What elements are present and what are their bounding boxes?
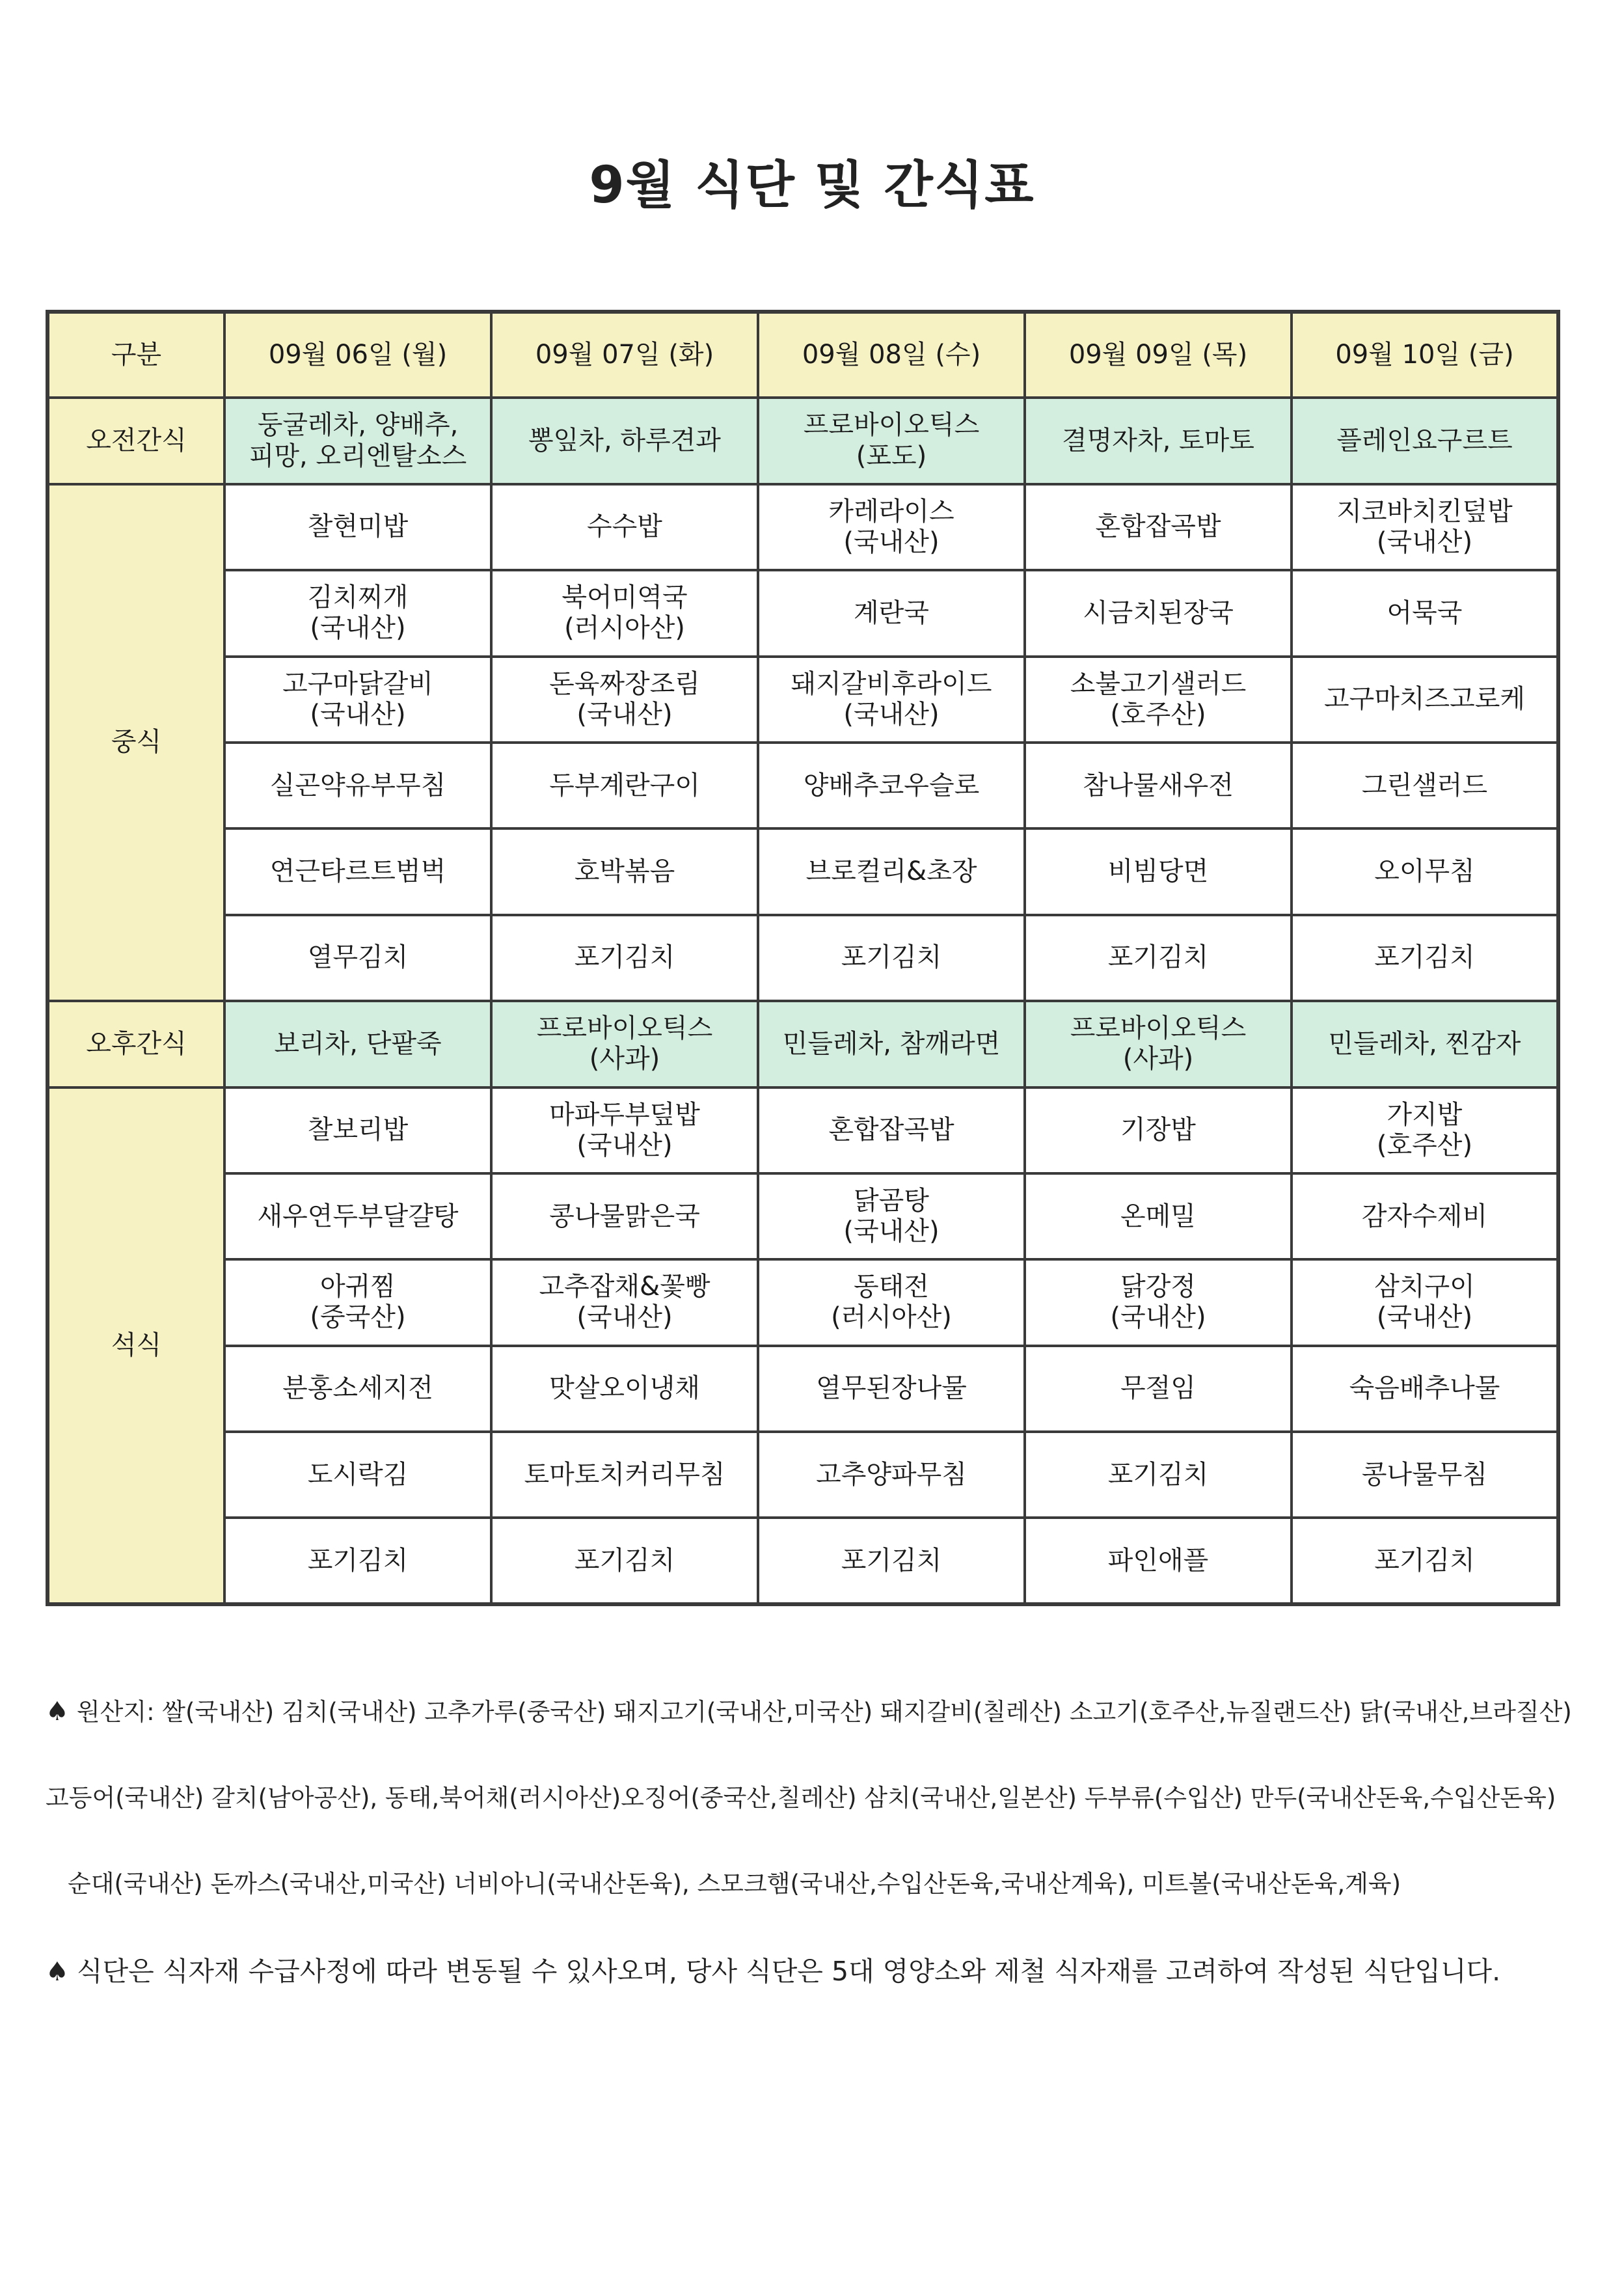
menu-cell: 북어미역국 (러시아산) (491, 570, 758, 656)
snack-cell: 민들레차, 찐감자 (1292, 1001, 1558, 1087)
lunch-row (47, 657, 1558, 743)
menu-cell: 지코바치킨덮밥 (국내산) (1292, 484, 1558, 570)
menu-cell: 돈육짜장조림 (국내산) (491, 657, 758, 743)
origin-text: 순대(국내산) 돈까스(국내산,미국산) 너비아니(국내산돈육), 스모크햄(국내산,수입산돈육,국내산계육), 미트볼(국내산돈육,계육) (68, 1870, 1401, 1898)
origin-note-line-2 (46, 1778, 1578, 1813)
menu-cell: 감자수제비 (1292, 1173, 1558, 1259)
lunch-row (47, 570, 1558, 656)
menu-cell: 기장밥 (1025, 1087, 1292, 1173)
day-header-cell: 09월 10일 (금) (1292, 312, 1558, 398)
day-header-cell: 09월 08일 (수) (758, 312, 1025, 398)
morning-snack-label: 오전간식 (47, 398, 224, 484)
menu-cell: 비빔당면 (1025, 828, 1292, 914)
menu-cell: 파인애플 (1025, 1518, 1292, 1604)
dinner-row (47, 1518, 1558, 1604)
snack-cell: 결명자차, 토마토 (1025, 398, 1292, 484)
menu-cell: 수수밥 (491, 484, 758, 570)
menu-cell: 호박볶음 (491, 828, 758, 914)
menu-cell: 혼합잡곡밥 (758, 1087, 1025, 1173)
menu-cell: 찰보리밥 (224, 1087, 491, 1173)
menu-cell: 돼지갈비후라이드 (국내산) (758, 657, 1025, 743)
menu-cell: 어묵국 (1292, 570, 1558, 656)
menu-cell: 아귀찜 (중국산) (224, 1259, 491, 1345)
afternoon-snack-label: 오후간식 (47, 1001, 224, 1087)
menu-cell: 콩나물맑은국 (491, 1173, 758, 1259)
morning-snack-row (47, 398, 1558, 484)
menu-cell: 두부계란구이 (491, 743, 758, 828)
menu-cell: 가지밥 (호주산) (1292, 1087, 1558, 1173)
menu-cell: 포기김치 (1025, 1432, 1292, 1518)
menu-cell: 그린샐러드 (1292, 743, 1558, 828)
menu-cell: 시금치된장국 (1025, 570, 1292, 656)
menu-cell: 브로컬리&초장 (758, 828, 1025, 914)
menu-cell: 오이무침 (1292, 828, 1558, 914)
menu-cell: 분홍소세지전 (224, 1346, 491, 1432)
snack-cell: 둥굴레차, 양배추, 피망, 오리엔탈소스 (224, 398, 491, 484)
snack-cell: 프로바이오틱스 (사과) (491, 1001, 758, 1087)
spade-icon: ♠ (46, 1697, 69, 1727)
snack-cell: 프로바이오틱스 (사과) (1025, 1001, 1292, 1087)
dinner-row (47, 1259, 1558, 1345)
menu-cell: 토마토치커리무침 (491, 1432, 758, 1518)
menu-cell: 포기김치 (1292, 915, 1558, 1001)
header-label-cell: 구분 (47, 312, 224, 398)
lunch-row (47, 828, 1558, 914)
snack-cell: 민들레차, 참깨라면 (758, 1001, 1025, 1087)
dinner-row (47, 1346, 1558, 1432)
origin-note-line-1 (46, 1692, 1578, 1727)
menu-cell: 포기김치 (224, 1518, 491, 1604)
menu-cell: 포기김치 (758, 915, 1025, 1001)
dinner-row (47, 1173, 1558, 1259)
spade-icon: ♠ (46, 1957, 69, 1987)
menu-cell: 닭곰탕 (국내산) (758, 1173, 1025, 1259)
afternoon-snack-row (47, 1001, 1558, 1087)
menu-cell: 콩나물무침 (1292, 1432, 1558, 1518)
menu-cell: 포기김치 (1292, 1518, 1558, 1604)
menu-cell: 카레라이스 (국내산) (758, 484, 1025, 570)
menu-cell: 닭강정 (국내산) (1025, 1259, 1292, 1345)
menu-cell: 양배추코우슬로 (758, 743, 1025, 828)
menu-cell: 무절임 (1025, 1346, 1292, 1432)
menu-cell: 김치찌개 (국내산) (224, 570, 491, 656)
disclaimer-text: 식단은 식자재 수급사정에 따라 변동될 수 있사오며, 당사 식단은 5대 영양소와 제철 식자재를 고려하여 작성된 식단입니다. (76, 1956, 1501, 1987)
menu-cell: 포기김치 (491, 915, 758, 1001)
menu-cell: 소불고기샐러드 (호주산) (1025, 657, 1292, 743)
meal-schedule-table (46, 310, 1560, 1606)
dinner-label: 석식 (47, 1087, 224, 1604)
menu-cell: 참나물새우전 (1025, 743, 1292, 828)
origin-text: 고등어(국내산) 갈치(남아공산), 동태,북어채(러시아산)오징어(중국산,칠레산) 삼치(국내산,일본산) 두부류(수입산) 만두(국내산돈육,수입산돈육) (46, 1784, 1556, 1812)
menu-cell: 포기김치 (491, 1518, 758, 1604)
lunch-row (47, 915, 1558, 1001)
lunch-row (47, 484, 1558, 570)
disclaimer-line (46, 1950, 1578, 1988)
page-title: 9월 식단 및 간식표 (589, 156, 1035, 215)
menu-cell: 동태전 (러시아산) (758, 1259, 1025, 1345)
menu-cell: 연근타르트범벅 (224, 828, 491, 914)
lunch-row (47, 743, 1558, 828)
menu-cell: 새우연두부달걀탕 (224, 1173, 491, 1259)
menu-cell: 열무김치 (224, 915, 491, 1001)
menu-cell: 찰현미밥 (224, 484, 491, 570)
menu-cell: 고구마닭갈비 (국내산) (224, 657, 491, 743)
menu-cell: 고구마치즈고로케 (1292, 657, 1558, 743)
origin-text: 원산지: 쌀(국내산) 김치(국내산) 고추가루(중국산) 돼지고기(국내산,미국산) 돼지갈비(칠레산) 소고기(호주산,뉴질랜드산) 닭(국내산,브라질산) (76, 1698, 1572, 1726)
menu-cell: 맛살오이냉채 (491, 1346, 758, 1432)
origin-note-line-3 (68, 1864, 1601, 1899)
header-row (47, 312, 1558, 398)
menu-cell: 삼치구이 (국내산) (1292, 1259, 1558, 1345)
menu-cell: 고추양파무침 (758, 1432, 1025, 1518)
menu-cell: 열무된장나물 (758, 1346, 1025, 1432)
snack-cell: 뽕잎차, 하루견과 (491, 398, 758, 484)
lunch-label: 중식 (47, 484, 224, 1001)
menu-cell: 도시락김 (224, 1432, 491, 1518)
day-header-cell: 09월 09일 (목) (1025, 312, 1292, 398)
snack-cell: 보리차, 단팥죽 (224, 1001, 491, 1087)
dinner-row (47, 1087, 1558, 1173)
snack-cell: 플레인요구르트 (1292, 398, 1558, 484)
menu-cell: 계란국 (758, 570, 1025, 656)
menu-cell: 고추잡채&꽃빵 (국내산) (491, 1259, 758, 1345)
menu-cell: 실곤약유부무침 (224, 743, 491, 828)
snack-cell: 프로바이오틱스 (포도) (758, 398, 1025, 484)
day-header-cell: 09월 06일 (월) (224, 312, 491, 398)
menu-cell: 온메밀 (1025, 1173, 1292, 1259)
menu-cell: 숙음배추나물 (1292, 1346, 1558, 1432)
menu-cell: 마파두부덮밥 (국내산) (491, 1087, 758, 1173)
menu-cell: 혼합잡곡밥 (1025, 484, 1292, 570)
menu-cell: 포기김치 (758, 1518, 1025, 1604)
day-header-cell: 09월 07일 (화) (491, 312, 758, 398)
dinner-row (47, 1432, 1558, 1518)
menu-cell: 포기김치 (1025, 915, 1292, 1001)
